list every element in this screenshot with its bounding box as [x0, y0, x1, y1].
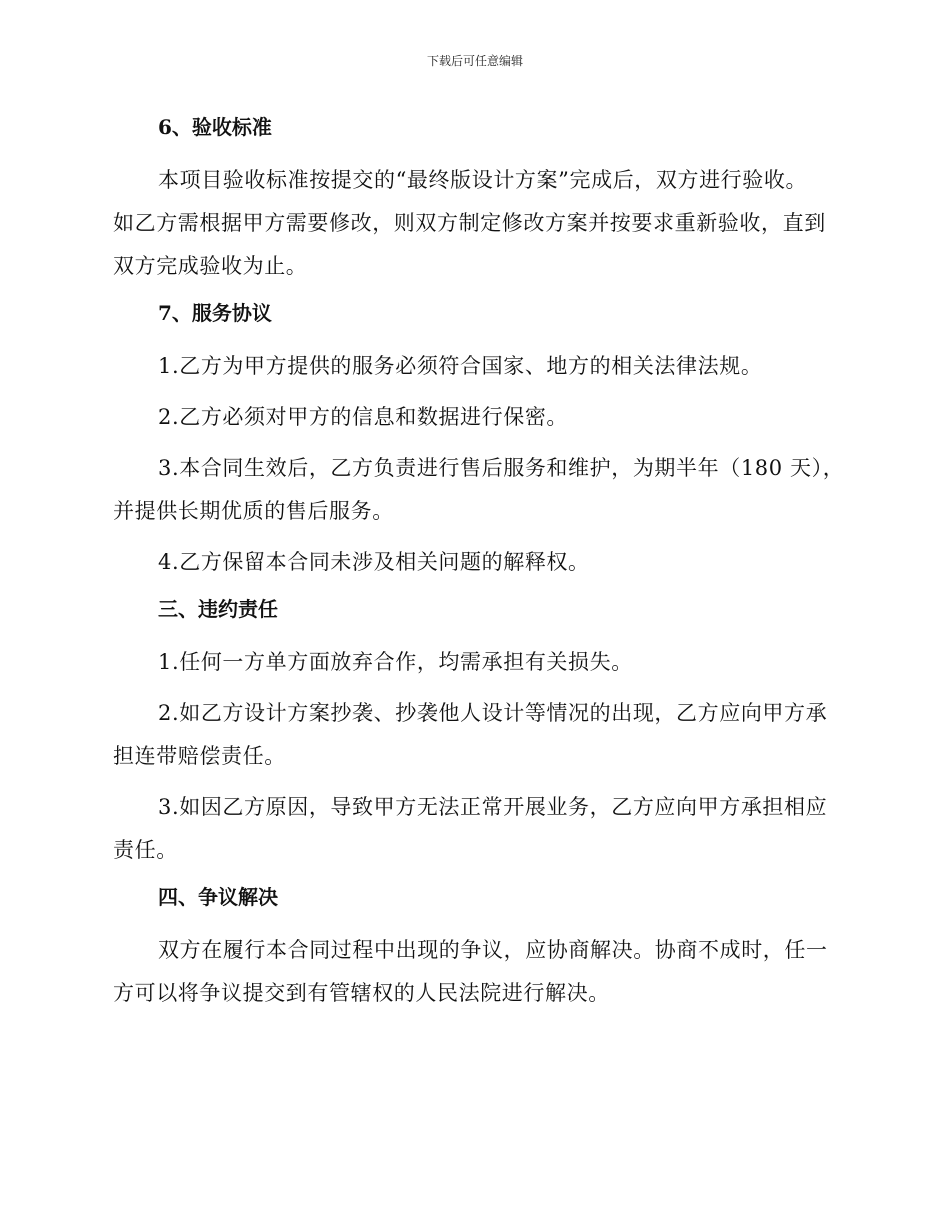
section-heading: 7、服务协议	[158, 301, 272, 325]
paragraph	[113, 929, 835, 1015]
paragraph-line: 本项目验收标准按提交的“最终版设计方案”完成后，双方进行验收。	[158, 168, 808, 192]
paragraph	[113, 345, 835, 388]
section-heading: 四、争议解决	[158, 885, 278, 909]
paragraph	[113, 641, 835, 684]
section-heading: 6、验收标准	[158, 115, 272, 139]
paragraph-line: 方可以将争议提交到有管辖权的人民法院进行解决。	[113, 981, 610, 1005]
paragraph-line: 并提供长期优质的售后服务。	[113, 499, 394, 523]
paragraph-line: 3.本合同生效后，乙方负责进行售后服务和维护，为期半年（180 天），	[158, 456, 845, 480]
paragraph-line: 双方完成验收为止。	[113, 254, 308, 278]
paragraph	[113, 692, 835, 778]
paragraph	[113, 159, 835, 288]
paragraph-line: 双方在履行本合同过程中出现的争议，应协商解决。协商不成时，任一	[158, 938, 828, 962]
paragraph-line: 责任。	[113, 838, 178, 862]
paragraph-line: 如乙方需根据甲方需要修改，则双方制定修改方案并按要求重新验收，直到	[113, 211, 826, 235]
document-body	[113, 110, 845, 1023]
paragraph-line: 1.任何一方单方面放弃合作，均需承担有关损失。	[158, 650, 633, 674]
section-heading: 三、违约责任	[158, 597, 278, 621]
paragraph-line: 1.乙方为甲方提供的服务必须符合国家、地方的相关法律法规。	[158, 354, 763, 378]
paragraph	[113, 786, 835, 872]
page-header: 下载后可任意编辑	[426, 54, 523, 68]
paragraph	[113, 541, 835, 584]
paragraph-line: 2.乙方必须对甲方的信息和数据进行保密。	[158, 405, 569, 429]
paragraph	[113, 396, 835, 439]
paragraph-line: 3.如因乙方原因，导致甲方无法正常开展业务，乙方应向甲方承担相应	[158, 795, 828, 819]
paragraph-line: 2.如乙方设计方案抄袭、抄袭他人设计等情况的出现，乙方应向甲方承	[158, 701, 828, 725]
paragraph	[113, 447, 845, 533]
paragraph-line: 4.乙方保留本合同未涉及相关问题的解释权。	[158, 550, 590, 574]
paragraph-line: 担连带赔偿责任。	[113, 744, 286, 768]
